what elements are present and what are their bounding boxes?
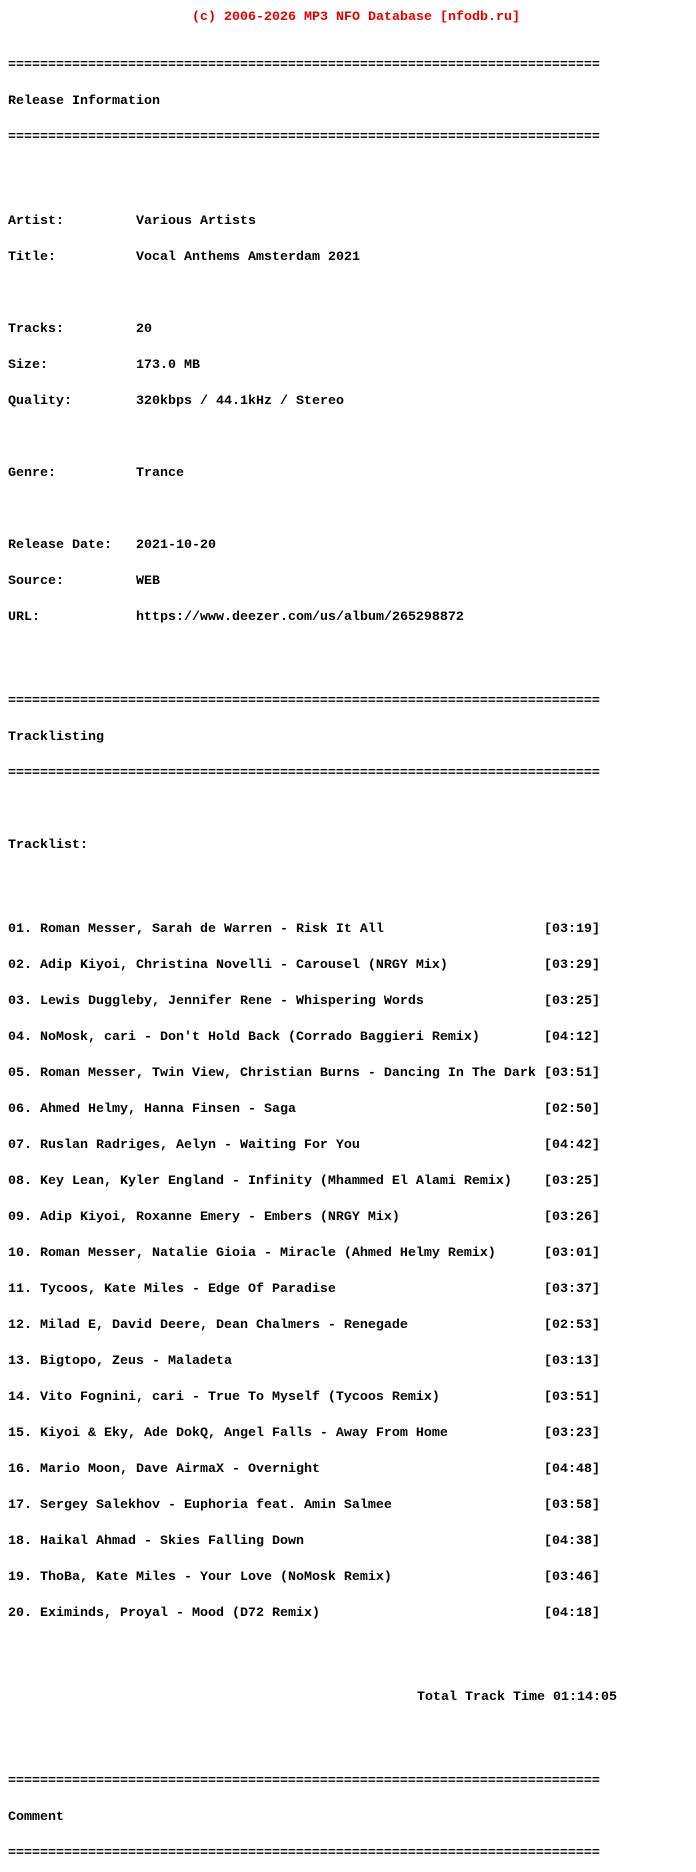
track-title: Haikal Ahmad - Skies Falling Down [40, 1534, 304, 1549]
field-label: Source: [8, 574, 64, 589]
field-label: URL: [8, 610, 40, 625]
track-duration: [03:13] [544, 1354, 600, 1369]
track-title: Eximinds, Proyal - Mood (D72 Remix) [40, 1606, 320, 1621]
track-title: Vito Fognini, cari - True To Myself (Tycoos Remix) [40, 1390, 440, 1405]
track-title: Adip Kiyoi, Roxanne Emery - Embers (NRGY Mix) [40, 1210, 400, 1225]
field-value: Various Artists [136, 214, 256, 229]
separator: ========================================================================== [8, 130, 600, 145]
track-number: 12. [8, 1318, 32, 1333]
field-value: 20 [136, 322, 152, 337]
track-row [8, 1500, 600, 1512]
separator: ========================================================================== [8, 1846, 600, 1861]
track-row [8, 1212, 600, 1224]
track-number: 17. [8, 1498, 32, 1513]
field-value: WEB [136, 574, 160, 589]
field-genre [8, 468, 600, 480]
track-row [8, 1356, 600, 1368]
track-duration: [03:58] [544, 1498, 600, 1513]
track-duration: [02:50] [544, 1102, 600, 1117]
track-title: Milad E, David Deere, Dean Chalmers - Renegade [40, 1318, 408, 1333]
track-row [8, 1428, 600, 1440]
field-value: 320kbps / 44.1kHz / Stereo [136, 394, 344, 409]
track-number: 04. [8, 1030, 32, 1045]
track-number: 15. [8, 1426, 32, 1441]
track-duration: [03:26] [544, 1210, 600, 1225]
track-number: 16. [8, 1462, 32, 1477]
track-title: ThoBa, Kate Miles - Your Love (NoMosk Remix) [40, 1570, 392, 1585]
field-value: Trance [136, 466, 184, 481]
section-title-tracklisting: Tracklisting [8, 730, 104, 745]
track-title: Roman Messer, Twin View, Christian Burns - Dancing In The Dark [40, 1066, 536, 1081]
field-label: Quality: [8, 394, 72, 409]
track-number: 08. [8, 1174, 32, 1189]
track-number: 11. [8, 1282, 32, 1297]
track-number: 13. [8, 1354, 32, 1369]
track-title: NoMosk, cari - Don't Hold Back (Corrado Baggieri Remix) [40, 1030, 480, 1045]
track-row [8, 1032, 600, 1044]
track-title: Key Lean, Kyler England - Infinity (Mhammed El Alami Remix) [40, 1174, 512, 1189]
track-title: Tycoos, Kate Miles - Edge Of Paradise [40, 1282, 336, 1297]
track-number: 09. [8, 1210, 32, 1225]
track-duration: [03:01] [544, 1246, 600, 1261]
field-quality [8, 396, 600, 408]
track-duration: [03:51] [544, 1390, 600, 1405]
separator: ========================================================================== [8, 694, 600, 709]
copyright-text: (c) 2006-2026 MP3 NFO Database [nfodb.ru] [192, 10, 520, 25]
track-title: Ahmed Helmy, Hanna Finsen - Saga [40, 1102, 296, 1117]
track-row [8, 960, 600, 972]
track-duration: [03:19] [544, 922, 600, 937]
field-tracks [8, 324, 600, 336]
track-duration: [03:23] [544, 1426, 600, 1441]
track-title: Ruslan Radriges, Aelyn - Waiting For You [40, 1138, 360, 1153]
track-duration: [04:42] [544, 1138, 600, 1153]
field-size [8, 360, 600, 372]
field-label: Title: [8, 250, 56, 265]
track-row [8, 1068, 600, 1080]
field-title [8, 252, 600, 264]
track-duration: [03:29] [544, 958, 600, 973]
track-number: 07. [8, 1138, 32, 1153]
track-number: 01. [8, 922, 32, 937]
track-title: Mario Moon, Dave AirmaX - Overnight [40, 1462, 320, 1477]
track-number: 06. [8, 1102, 32, 1117]
total-time-row [8, 1690, 617, 1705]
track-number: 03. [8, 994, 32, 1009]
track-number: 18. [8, 1534, 32, 1549]
field-label: Genre: [8, 466, 56, 481]
field-release-date [8, 540, 600, 552]
track-row [8, 1248, 600, 1260]
track-duration: [03:46] [544, 1570, 600, 1585]
track-duration: [03:37] [544, 1282, 600, 1297]
track-title: Sergey Salekhov - Euphoria feat. Amin Salmee [40, 1498, 392, 1513]
field-label: Release Date: [8, 538, 112, 553]
field-value: Vocal Anthems Amsterdam 2021 [136, 250, 360, 265]
track-row [8, 1140, 600, 1152]
separator: ========================================================================== [8, 766, 600, 781]
track-row [8, 1320, 600, 1332]
section-title-release-information: Release Information [8, 94, 160, 109]
track-number: 10. [8, 1246, 32, 1261]
album-url-link[interactable]: https://www.deezer.com/us/album/265298872 [136, 610, 464, 625]
track-duration: [04:18] [544, 1606, 600, 1621]
field-value: 2021-10-20 [136, 538, 216, 553]
track-row [8, 1176, 600, 1188]
track-title: Roman Messer, Sarah de Warren - Risk It All [40, 922, 384, 937]
field-label: Tracks: [8, 322, 64, 337]
field-url [8, 612, 600, 624]
track-row [8, 1608, 600, 1620]
separator: ========================================================================== [8, 1774, 600, 1789]
field-value: 173.0 MB [136, 358, 200, 373]
track-title: Kiyoi & Eky, Ade DokQ, Angel Falls - Away From Home [40, 1426, 448, 1441]
field-label: Artist: [8, 214, 64, 229]
track-duration: [04:48] [544, 1462, 600, 1477]
tracklist-label: Tracklist: [8, 838, 88, 853]
track-number: 20. [8, 1606, 32, 1621]
track-row [8, 996, 600, 1008]
track-title: Lewis Duggleby, Jennifer Rene - Whispering Words [40, 994, 424, 1009]
separator: ========================================================================== [8, 58, 600, 73]
field-label: Size: [8, 358, 48, 373]
track-title: Roman Messer, Natalie Gioia - Miracle (Ahmed Helmy Remix) [40, 1246, 496, 1261]
track-row [8, 1392, 600, 1404]
track-title: Adip Kiyoi, Christina Novelli - Carousel (NRGY Mix) [40, 958, 448, 973]
track-duration: [03:51] [544, 1066, 600, 1081]
track-row [8, 924, 600, 936]
track-number: 14. [8, 1390, 32, 1405]
track-duration: [02:53] [544, 1318, 600, 1333]
track-row [8, 1536, 600, 1548]
track-row [8, 1572, 600, 1584]
track-row [8, 1284, 600, 1296]
track-duration: [04:12] [544, 1030, 600, 1045]
nfo-document [8, 0, 617, 1872]
track-number: 02. [8, 958, 32, 973]
track-title: Bigtopo, Zeus - Maladeta [40, 1354, 232, 1369]
track-duration: [03:25] [544, 1174, 600, 1189]
track-duration: [03:25] [544, 994, 600, 1009]
track-row [8, 1464, 600, 1476]
track-number: 19. [8, 1570, 32, 1585]
track-row [8, 1104, 600, 1116]
field-source [8, 576, 600, 588]
total-track-time: Total Track Time 01:14:05 [417, 1690, 617, 1705]
section-title-comment: Comment [8, 1810, 64, 1825]
track-duration: [04:38] [544, 1534, 600, 1549]
field-artist [8, 216, 600, 228]
track-number: 05. [8, 1066, 32, 1081]
